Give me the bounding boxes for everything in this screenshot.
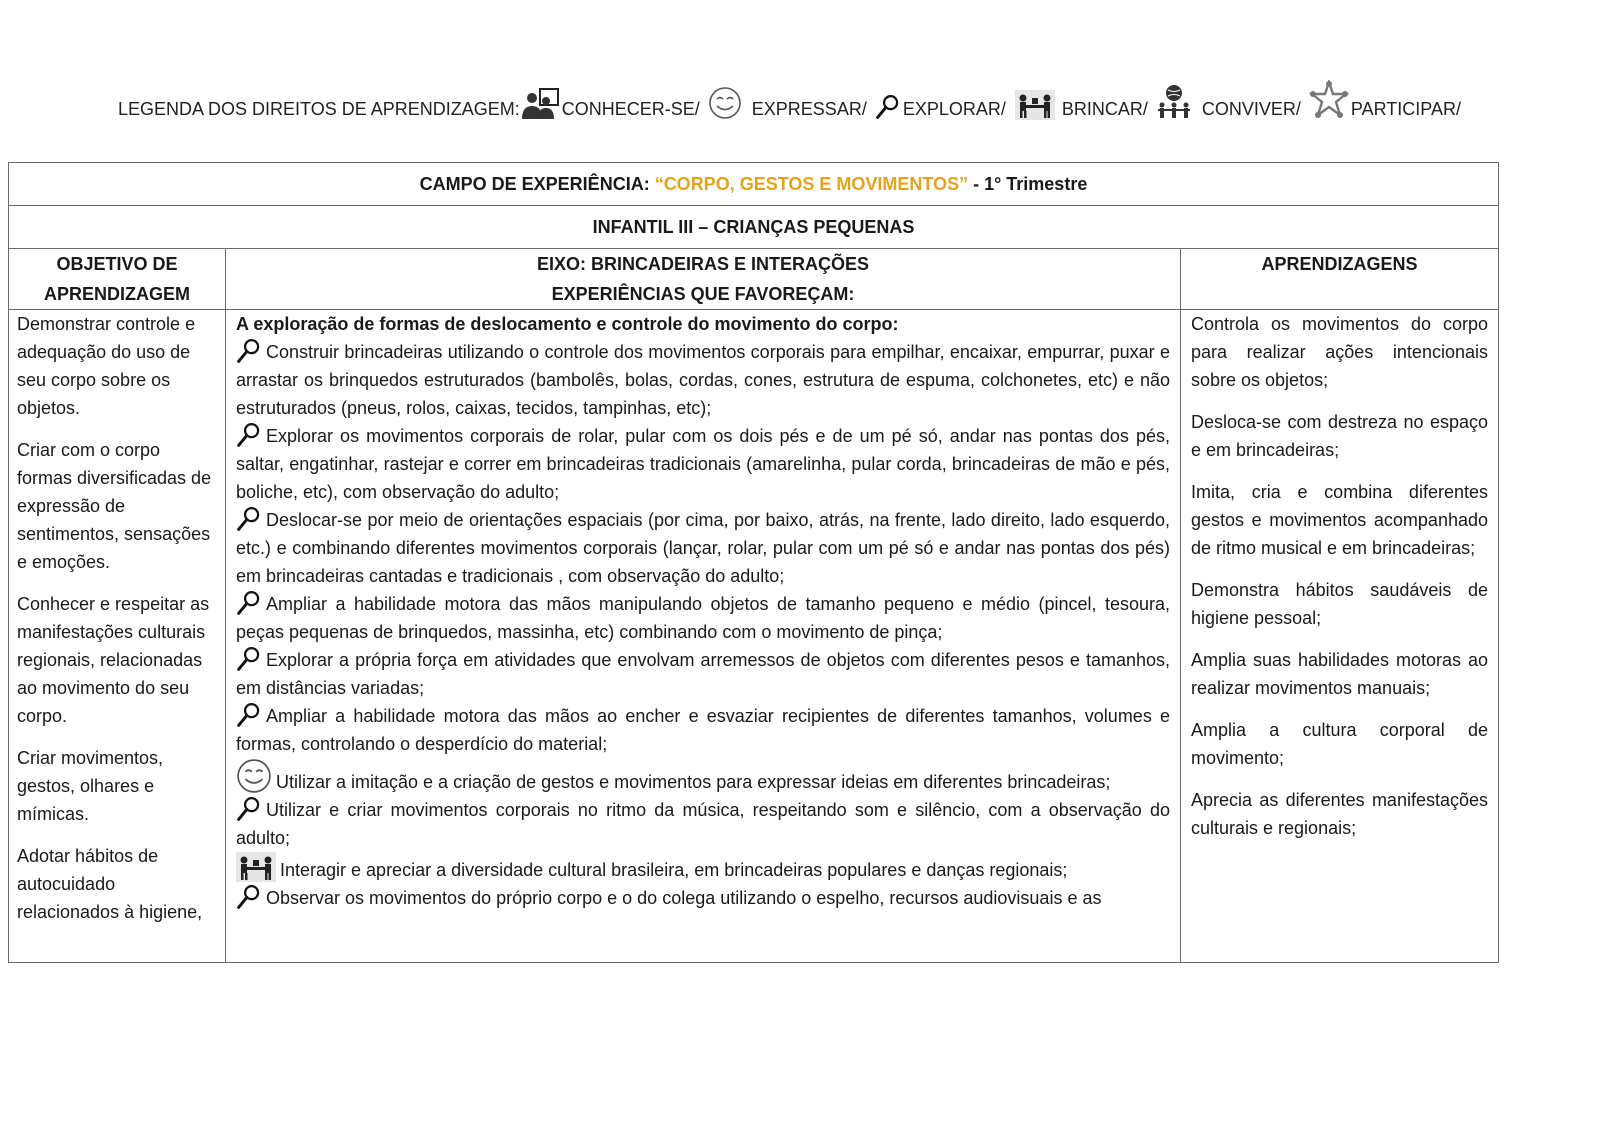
campo-prefix: CAMPO DE EXPERIÊNCIA: <box>419 174 655 194</box>
globe-people-icon <box>1156 84 1192 120</box>
curriculum-table <box>8 162 1499 963</box>
aprendizagem-item: Demonstra hábitos saudáveis de higiene pessoal; <box>1191 580 1488 628</box>
experiencias-list <box>226 310 1180 962</box>
experiencia-text: Interagir e apreciar a diversidade cultural brasileira, em brincadeiras populares e danças regionais; <box>280 860 1068 880</box>
aprendizagens-list <box>1181 310 1498 962</box>
magnifier-icon <box>236 422 262 448</box>
experiencia-item <box>236 852 1170 884</box>
legend-label: EXPRESSAR/ <box>751 99 867 119</box>
rights-legend <box>118 70 1469 120</box>
experiencia-text: Observar os movimentos do próprio corpo e o do colega utilizando o espelho, recursos audiovisuais e as <box>266 888 1102 908</box>
aprendizagens-cell <box>1181 310 1499 963</box>
aprendizagem-item: Controla os movimentos do corpo para realizar ações intencionais sobre os objetos; <box>1191 314 1488 390</box>
objetivos-list <box>9 310 225 962</box>
legend-label: CONHECER-SE/ <box>561 99 700 119</box>
experiencia-item <box>236 506 1170 590</box>
legend-item-conviver <box>1156 84 1301 120</box>
experiencias-lead: A exploração de formas de deslocamento e controle do movimento do corpo: <box>236 314 899 334</box>
magnifier-icon <box>236 796 262 822</box>
legend-label: PARTICIPAR/ <box>1350 99 1461 119</box>
magnifier-icon <box>236 338 262 364</box>
magnifier-icon <box>236 506 262 532</box>
experiencia-item <box>236 796 1170 852</box>
objetivo-header-line1: OBJETIVO DE <box>56 254 178 274</box>
experiencia-text: Deslocar-se por meio de orientações espaciais (por cima, por baixo, atrás, na frente, lado direito, lado esquerdo, etc.) e combinando diferentes movimentos corporais (lançar, rolar, pular com um pé só e andar nas pontas dos pés) em brincadeiras cantadas e tradicionais , com observação do adulto; <box>236 510 1170 586</box>
experiencia-text: Ampliar a habilidade motora das mãos manipulando objetos de tamanho pequeno e médio (pincel, tesoura, peças pequenas de brinquedos, massinha, etc) combinando com o movimento de pinça; <box>236 594 1170 642</box>
objetivos-cell <box>9 310 226 963</box>
objetivo-item: Criar com o corpo formas diversificadas de expressão de sentimentos, sensações e emoções. <box>17 440 212 572</box>
experiencia-item <box>236 702 1170 758</box>
experiencia-text: Explorar a própria força em atividades que envolvam arremessos de objetos com diferentes pesos e tamanhos, em distâncias variadas; <box>236 650 1170 698</box>
eixo-header-line2: EXPERIÊNCIAS QUE FAVOREÇAM: <box>551 284 855 304</box>
experiencia-text: Ampliar a habilidade motora das mãos ao encher e esvaziar recipientes de diferentes tamanhos, volumes e formas, controlando o desperdício do material; <box>236 706 1170 754</box>
legend-label: BRINCAR/ <box>1061 99 1148 119</box>
aprendizagem-item: Desloca-se com destreza no espaço e em brincadeiras; <box>1191 412 1488 460</box>
objetivo-item: Demonstrar controle e adequação do uso de seu corpo sobre os objetos. <box>17 314 196 418</box>
magnifier-icon <box>875 94 901 120</box>
smiley-face-icon <box>236 758 272 794</box>
aprendizagem-item: Aprecia as diferentes manifestações culturais e regionais; <box>1191 790 1488 838</box>
star-people-icon <box>1309 80 1349 120</box>
experiencia-text: Utilizar e criar movimentos corporais no ritmo da música, respeitando som e silêncio, com a observação do adulto; <box>236 800 1170 848</box>
aprendizagem-item: Amplia a cultura corporal de movimento; <box>1191 720 1488 768</box>
eixo-column-header <box>226 249 1181 310</box>
aprendizagens-column-header <box>1181 249 1499 310</box>
magnifier-icon <box>236 702 262 728</box>
experiencia-text: Construir brincadeiras utilizando o controle dos movimentos corporais para empilhar, encaixar, empurrar, puxar e arrastar os brinquedos estruturados (bambolês, bolas, cordas, cones, estrutura de espuma, colchonetes, etc) e não estruturados (pneus, rolos, caixas, tecidos, tampinhas, etc); <box>236 342 1170 418</box>
magnifier-icon <box>236 646 262 672</box>
aprendizagem-item: Amplia suas habilidades motoras ao realizar movimentos manuais; <box>1191 650 1488 698</box>
legend-label: EXPLORAR/ <box>902 99 1006 119</box>
objetivo-item: Conhecer e respeitar as manifestações culturais regionais, relacionadas ao movimento do seu corpo. <box>17 594 210 726</box>
magnifier-icon <box>236 884 262 910</box>
eixo-header-line1: EIXO: BRINCADEIRAS E INTERAÇÕES <box>536 254 870 274</box>
experiencia-text: Utilizar a imitação e a criação de gestos e movimentos para expressar ideias em diferentes brincadeiras; <box>276 772 1111 792</box>
legend-item-expressar <box>708 86 867 120</box>
experiencia-item <box>236 646 1170 702</box>
legend-item-conhecer <box>520 88 700 120</box>
experiencia-item <box>236 338 1170 422</box>
experiencia-item <box>236 422 1170 506</box>
legend-label: CONVIVER/ <box>1201 99 1301 119</box>
campo-name: “CORPO, GESTOS E MOVIMENTOS” <box>654 174 969 194</box>
playing-children-icon <box>236 852 276 882</box>
playing-children-icon <box>1014 90 1056 120</box>
experiencia-item <box>236 884 1170 912</box>
magnifier-icon <box>236 590 262 616</box>
legend-item-explorar <box>875 94 1006 120</box>
campo-trimester: - 1° Trimestre <box>968 174 1088 194</box>
group-header: INFANTIL III – CRIANÇAS PEQUENAS <box>9 206 1499 249</box>
experiencia-item <box>236 758 1170 796</box>
experiencia-item <box>236 590 1170 646</box>
mirror-person-icon <box>520 88 560 120</box>
smiley-face-icon <box>708 86 742 120</box>
aprendizagem-item: Imita, cria e combina diferentes gestos e movimentos acompanhado de ritmo musical e em brincadeiras; <box>1191 482 1488 558</box>
legend-title: LEGENDA DOS DIREITOS DE APRENDIZAGEM: <box>118 99 520 119</box>
experiencias-cell <box>226 310 1181 963</box>
experiencia-text: Explorar os movimentos corporais de rolar, pular com os dois pés e de um pé só, andar nas pontas dos pés, saltar, engatinhar, rastejar e correr em brincadeiras tradicionais (amarelinha, pular corda, brincadeiras de mão e pés, boliche, etc), com observação do adulto; <box>236 426 1170 502</box>
objetivo-item: Adotar hábitos de autocuidado relacionados à higiene, <box>17 846 203 922</box>
legend-item-brincar <box>1014 90 1148 120</box>
objetivo-header-line2: APRENDIZAGEM <box>43 284 190 304</box>
aprendizagens-header: APRENDIZAGENS <box>1261 254 1418 274</box>
objetivo-column-header <box>9 249 226 310</box>
objetivo-item: Criar movimentos, gestos, olhares e mímicas. <box>17 748 164 824</box>
campo-header <box>9 163 1499 206</box>
legend-item-participar <box>1309 80 1461 120</box>
